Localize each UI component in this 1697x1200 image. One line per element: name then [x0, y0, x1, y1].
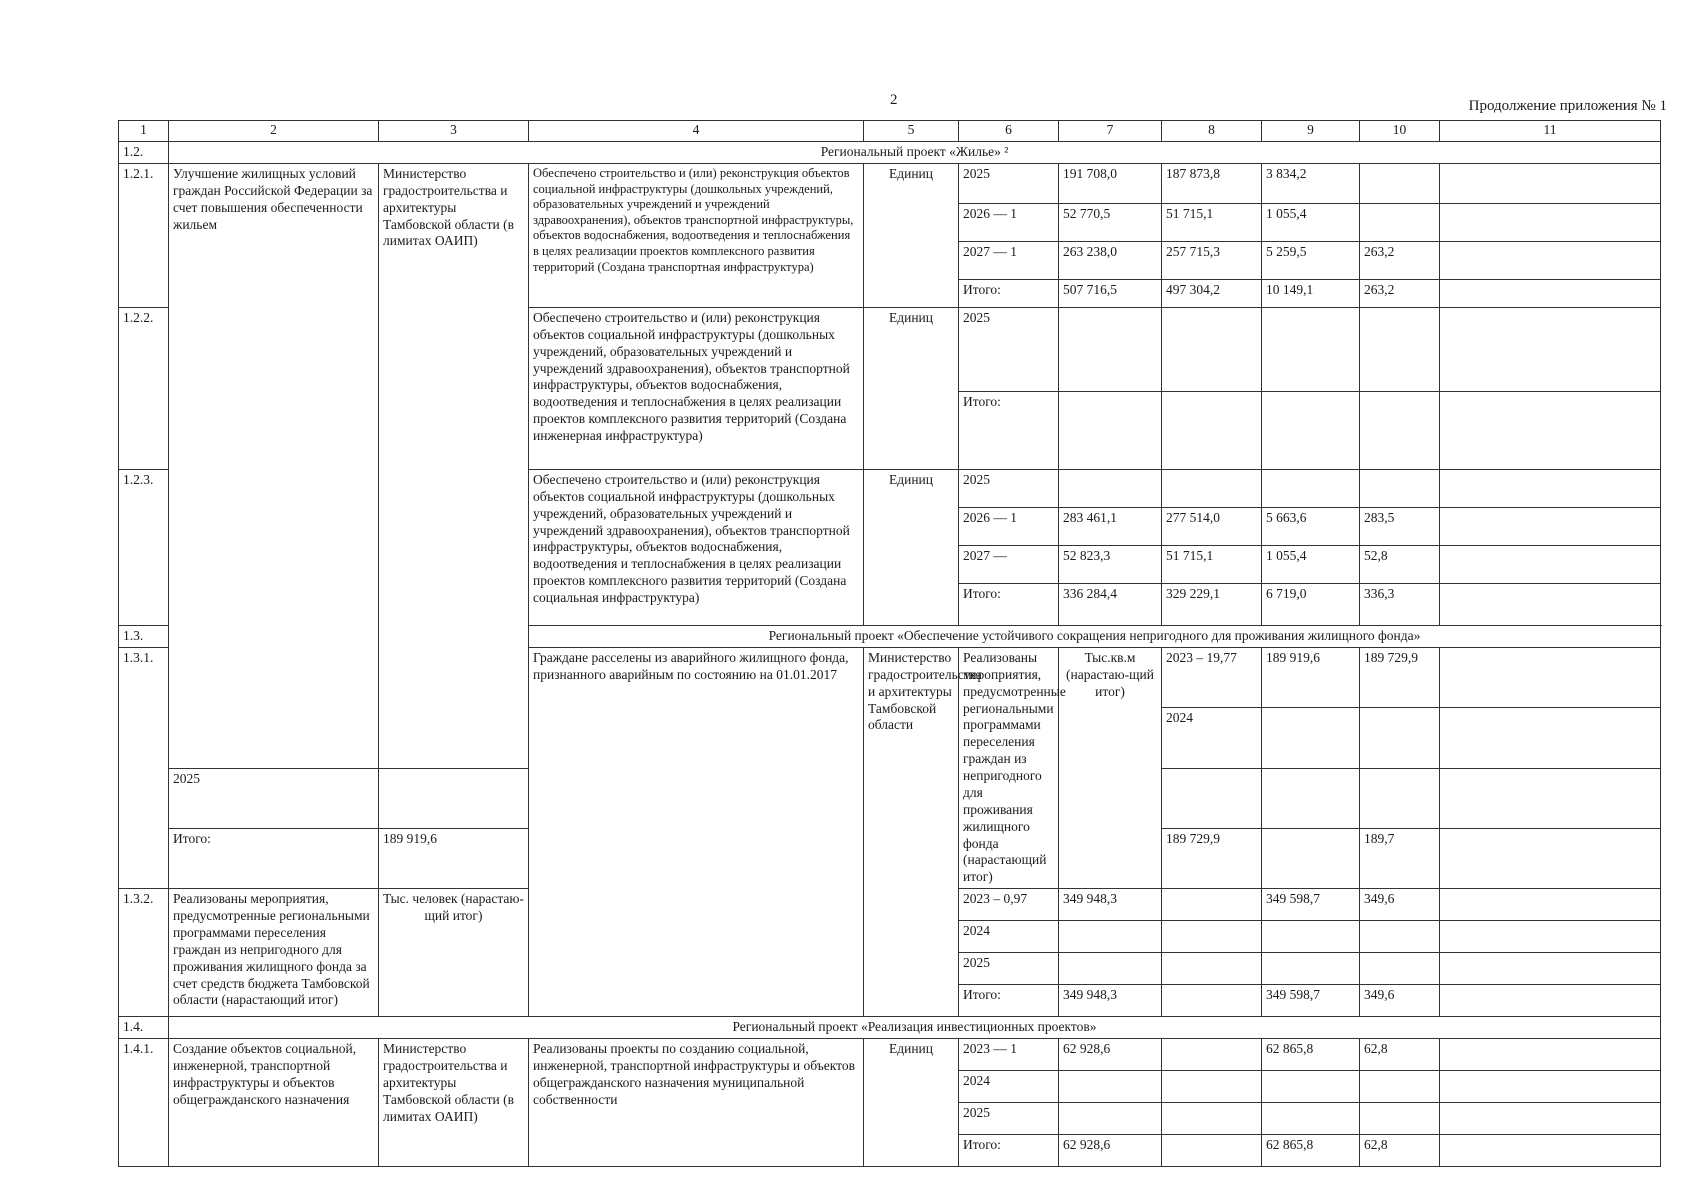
year-cell: 2025	[959, 953, 1059, 985]
amount-cell	[1360, 307, 1440, 391]
note-cell	[1440, 828, 1661, 888]
amount-cell	[1262, 768, 1360, 828]
amount-cell: 277 514,0	[1162, 507, 1262, 545]
amount-cell	[379, 768, 529, 828]
col-header: 8	[1162, 121, 1262, 142]
note-cell	[1440, 768, 1661, 828]
amount-cell	[1360, 469, 1440, 507]
amount-cell: 189 729,9	[1162, 828, 1262, 888]
year-cell: Итого:	[959, 985, 1059, 1017]
table-row	[119, 1039, 1661, 1071]
amount-cell: 507 716,5	[1059, 279, 1162, 307]
amount-cell	[1360, 768, 1440, 828]
year-cell: Итого:	[959, 583, 1059, 625]
amount-cell	[1262, 307, 1360, 391]
note-cell	[1440, 1039, 1661, 1071]
amount-cell	[1059, 469, 1162, 507]
amount-cell: 52 770,5	[1059, 203, 1162, 241]
row-number: 1.2.1.	[119, 163, 169, 307]
amount-cell: 51 715,1	[1162, 545, 1262, 583]
section-number: 1.2.	[119, 142, 169, 164]
amount-cell: 62,8	[1360, 1039, 1440, 1071]
amount-cell	[1059, 921, 1162, 953]
amount-cell: 10 149,1	[1262, 279, 1360, 307]
result-description: Обеспечено строительство и (или) реконструкция объектов социальной инфраструктуры (дошкольных учреждений, образовательных учреждений и учреждений здравоохранения), объектов транспортной инфраструктуры, объектов водоснабжения, водоотведения и теплоснабжения в целях реализации проектов комплексного развития территорий (Создана транспортная инфраструктура)	[529, 163, 864, 307]
amount-cell: 349 598,7	[1262, 889, 1360, 921]
amount-cell: 283 461,1	[1059, 507, 1162, 545]
year-cell: 2025	[959, 469, 1059, 507]
amount-cell	[1360, 1103, 1440, 1135]
executor: Министерство градостроительства и архитектуры Тамбовской области	[864, 647, 959, 1016]
event-name: Граждане расселены из аварийного жилищного фонда, признанного аварийным по состоянию на 01.01.2017	[529, 647, 864, 1016]
amount-cell: 189,7	[1360, 828, 1440, 888]
year-cell: Итого:	[959, 279, 1059, 307]
amount-cell	[1059, 307, 1162, 391]
amount-cell	[1059, 1071, 1162, 1103]
amount-cell: 5 259,5	[1262, 241, 1360, 279]
year-cell: 2024	[959, 1071, 1059, 1103]
amount-cell: 349,6	[1360, 985, 1440, 1017]
amount-cell	[1262, 953, 1360, 985]
amount-cell	[1059, 953, 1162, 985]
result-description: Обеспечено строительство и (или) реконструкция объектов социальной инфраструктуры (дошкольных учреждений, образовательных учреждений и учреждений здравоохранения), объектов транспортной инфраструктуры, объектов водоснабжения, водоотведения и теплоснабжения в целях реализации проектов комплексного развития территорий (Создана инженерная инфраструктура)	[529, 307, 864, 469]
col-header: 7	[1059, 121, 1162, 142]
amount-cell: 263 238,0	[1059, 241, 1162, 279]
note-cell	[1440, 241, 1661, 279]
unit: Единиц	[864, 163, 959, 307]
col-header: 11	[1440, 121, 1661, 142]
unit: Единиц	[864, 469, 959, 625]
amount-cell: 349 948,3	[1059, 985, 1162, 1017]
table-row	[119, 163, 1661, 203]
amount-cell: 5 663,6	[1262, 507, 1360, 545]
amount-cell	[1162, 469, 1262, 507]
note-cell	[1440, 469, 1661, 507]
result-description: Реализованы мероприятия, предусмотренные региональными программами переселения граждан из непригодного для проживания жилищного фонда (нарастающий итог)	[959, 647, 1059, 888]
amount-cell	[1360, 163, 1440, 203]
amount-cell	[1360, 203, 1440, 241]
amount-cell: 62 865,8	[1262, 1039, 1360, 1071]
section-title: Региональный проект «Обеспечение устойчивого сокращения непригодного для проживания жилищного фонда»	[529, 625, 1661, 647]
year-cell: 2026 — 1	[959, 203, 1059, 241]
amount-cell: 336,3	[1360, 583, 1440, 625]
amount-cell: 263,2	[1360, 241, 1440, 279]
amount-cell: 1 055,4	[1262, 545, 1360, 583]
col-header: 1	[119, 121, 169, 142]
note-cell	[1440, 507, 1661, 545]
amount-cell: 263,2	[1360, 279, 1440, 307]
year-cell: 2023 – 0,97	[959, 889, 1059, 921]
result-description: Реализованы мероприятия, предусмотренные региональными программами переселения граждан из непригодного для проживания жилищного фонда за счет средств бюджета Тамбовской области (нарастающий итог)	[169, 889, 379, 1017]
amount-cell: 62 928,6	[1059, 1135, 1162, 1167]
note-cell	[1440, 985, 1661, 1017]
amount-cell	[1360, 1071, 1440, 1103]
amount-cell	[1162, 391, 1262, 469]
amount-cell: 336 284,4	[1059, 583, 1162, 625]
year-cell: 2023 – 19,77	[1162, 647, 1262, 707]
amount-cell: 62 928,6	[1059, 1039, 1162, 1071]
note-cell	[1440, 279, 1661, 307]
amount-cell	[1162, 1071, 1262, 1103]
amount-cell	[1162, 1103, 1262, 1135]
year-cell: 2023 — 1	[959, 1039, 1059, 1071]
amount-cell	[1440, 647, 1661, 707]
section-title: Региональный проект «Реализация инвестиционных проектов»	[169, 1017, 1661, 1039]
section-number: 1.4.	[119, 1017, 169, 1039]
amount-cell: 497 304,2	[1162, 279, 1262, 307]
amount-cell: 189 919,6	[379, 828, 529, 888]
year-cell: 2027 —	[959, 545, 1059, 583]
year-cell: 2027 — 1	[959, 241, 1059, 279]
note-cell	[1440, 921, 1661, 953]
note-cell	[1440, 1103, 1661, 1135]
amount-cell	[1360, 391, 1440, 469]
result-description: Реализованы проекты по созданию социальной, инженерной, транспортной инфраструктуры и объектов общегражданского назначения муниципальной собственности	[529, 1039, 864, 1167]
amount-cell: 52 823,3	[1059, 545, 1162, 583]
year-cell: Итого:	[959, 1135, 1059, 1167]
note-cell	[1440, 583, 1661, 625]
amount-cell	[1162, 1039, 1262, 1071]
amount-cell	[1162, 921, 1262, 953]
note-cell	[1440, 163, 1661, 203]
section-row	[119, 1017, 1661, 1039]
amount-cell: 349,6	[1360, 889, 1440, 921]
result-description: Обеспечено строительство и (или) реконструкция объектов социальной инфраструктуры (дошкольных учреждений, образовательных учреждений и учреждений здравоохранения), объектов транспортной инфраструктуры, объектов водоснабжения, водоотведения и теплоснабжения в целях реализации проектов комплексного развития территорий (Создана социальная инфраструктура)	[529, 469, 864, 625]
amount-cell	[1360, 921, 1440, 953]
amount-cell	[1360, 708, 1440, 768]
unit: Единиц	[864, 307, 959, 469]
program-table	[118, 120, 1661, 1167]
year-cell: 2025	[959, 307, 1059, 391]
row-number: 1.2.2.	[119, 307, 169, 469]
amount-cell	[1162, 307, 1262, 391]
column-number-row	[119, 121, 1661, 142]
amount-cell	[1059, 1103, 1162, 1135]
amount-cell: 187 873,8	[1162, 163, 1262, 203]
unit: Единиц	[864, 1039, 959, 1167]
row-number: 1.3.2.	[119, 889, 169, 1017]
amount-cell	[1262, 1103, 1360, 1135]
amount-cell: 189 919,6	[1262, 647, 1360, 707]
amount-cell	[1262, 708, 1360, 768]
col-header: 2	[169, 121, 379, 142]
year-cell: 2025	[169, 768, 379, 828]
amount-cell	[1262, 469, 1360, 507]
amount-cell: 329 229,1	[1162, 583, 1262, 625]
col-header: 6	[959, 121, 1059, 142]
amount-cell	[1162, 768, 1262, 828]
amount-cell	[1262, 391, 1360, 469]
amount-cell	[1059, 391, 1162, 469]
note-cell	[1440, 953, 1661, 985]
note-cell	[1440, 889, 1661, 921]
amount-cell: 349 598,7	[1262, 985, 1360, 1017]
year-cell: Итого:	[959, 391, 1059, 469]
col-header: 9	[1262, 121, 1360, 142]
amount-cell	[1262, 1071, 1360, 1103]
note-cell	[1440, 203, 1661, 241]
row-number: 1.2.3.	[119, 469, 169, 625]
amount-cell: 6 719,0	[1262, 583, 1360, 625]
amount-cell: 349 948,3	[1059, 889, 1162, 921]
header-note: Продолжение приложения № 1	[1468, 98, 1667, 114]
unit: Тыс.кв.м (нарастаю-щий итог)	[1059, 647, 1162, 888]
page-number: 2	[890, 92, 898, 108]
amount-cell	[1162, 1135, 1262, 1167]
amount-cell: 1 055,4	[1262, 203, 1360, 241]
note-cell	[1440, 1135, 1661, 1167]
col-header: 10	[1360, 121, 1440, 142]
note-cell	[1440, 545, 1661, 583]
amount-cell: 62 865,8	[1262, 1135, 1360, 1167]
executor: Министерство градостроительства и архитектуры Тамбовской области (в лимитах ОАИП)	[379, 163, 529, 768]
amount-cell	[1440, 708, 1661, 768]
note-cell	[1440, 391, 1661, 469]
col-header: 5	[864, 121, 959, 142]
amount-cell: 51 715,1	[1162, 203, 1262, 241]
year-cell: 2025	[959, 163, 1059, 203]
year-cell: Итого:	[169, 828, 379, 888]
section-row	[119, 142, 1661, 164]
year-cell: 2024	[1162, 708, 1262, 768]
amount-cell	[1262, 828, 1360, 888]
amount-cell: 62,8	[1360, 1135, 1440, 1167]
col-header: 4	[529, 121, 864, 142]
event-name: Создание объектов социальной, инженерной, транспортной инфраструктуры и объектов общегражданского назначения	[169, 1039, 379, 1167]
amount-cell: 283,5	[1360, 507, 1440, 545]
amount-cell	[1262, 921, 1360, 953]
event-name: Улучшение жилищных условий граждан Российской Федерации за счет повышения обеспеченности жильем	[169, 163, 379, 768]
note-cell	[1440, 307, 1661, 391]
amount-cell: 257 715,3	[1162, 241, 1262, 279]
amount-cell: 52,8	[1360, 545, 1440, 583]
row-number: 1.4.1.	[119, 1039, 169, 1167]
col-header: 3	[379, 121, 529, 142]
note-cell	[1440, 1071, 1661, 1103]
amount-cell	[1162, 889, 1262, 921]
unit: Тыс. человек (нарастаю-щий итог)	[379, 889, 529, 1017]
year-cell: 2026 — 1	[959, 507, 1059, 545]
year-cell: 2025	[959, 1103, 1059, 1135]
amount-cell	[1162, 985, 1262, 1017]
amount-cell: 3 834,2	[1262, 163, 1360, 203]
amount-cell: 189 729,9	[1360, 647, 1440, 707]
row-number: 1.3.1.	[119, 647, 169, 888]
section-number: 1.3.	[119, 625, 169, 647]
executor: Министерство градостроительства и архитектуры Тамбовской области (в лимитах ОАИП)	[379, 1039, 529, 1167]
section-title: Региональный проект «Жилье» ²	[169, 142, 1661, 164]
amount-cell	[1162, 953, 1262, 985]
amount-cell	[1360, 953, 1440, 985]
year-cell: 2024	[959, 921, 1059, 953]
amount-cell: 191 708,0	[1059, 163, 1162, 203]
